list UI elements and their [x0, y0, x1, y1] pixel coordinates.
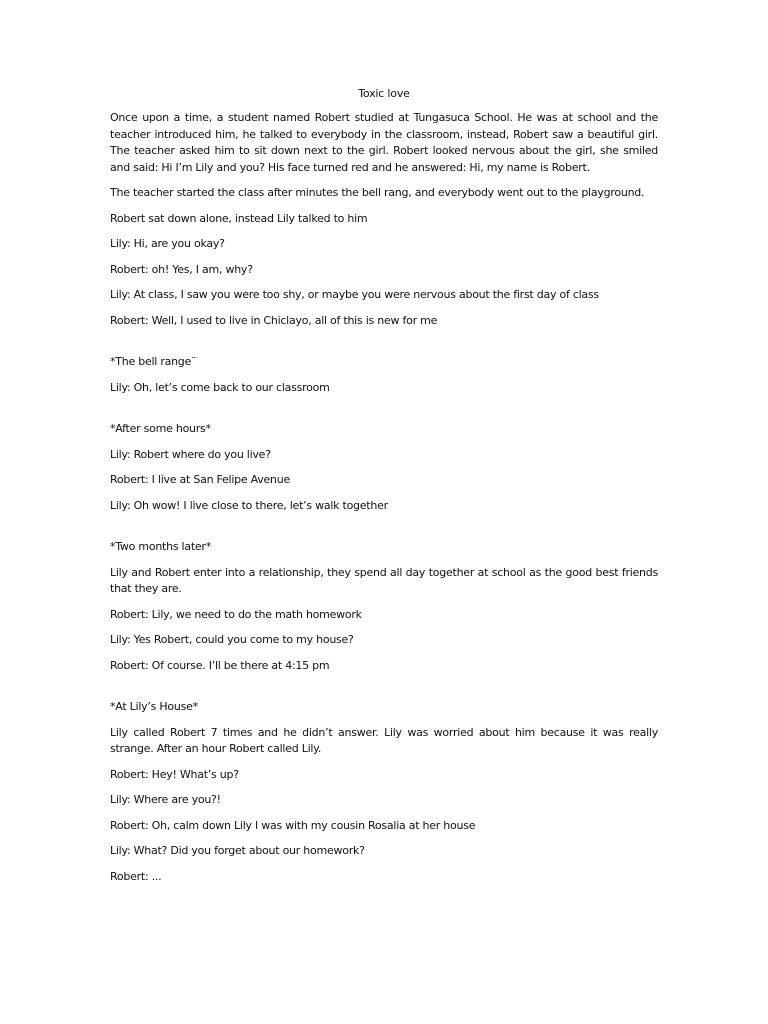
- spacer: [110, 405, 658, 421]
- dialogue-line: Lily: What? Did you forget about our homework?: [110, 844, 365, 857]
- document-body: [110, 110, 658, 894]
- dialogue-line: Robert: Of course. I’ll be there at 4:15 pm: [110, 658, 330, 672]
- dialogue-line: Lily: Oh wow! I live close to there, let’s walk together: [110, 498, 388, 512]
- paragraph: Lily called Robert 7 times and he didn’t answer. Lily was worried about him because it was really strange. After an hour Robert called Lily.: [110, 725, 658, 755]
- paragraph: The teacher started the class after minutes the bell rang, and everybody went out to the playground.: [110, 186, 645, 199]
- dialogue-line: Lily: Where are you?!: [110, 793, 221, 806]
- document-title: Toxic love: [358, 87, 410, 100]
- paragraph: Lily and Robert enter into a relationship, they spend all day together at school as the good best friends that they are.: [110, 565, 658, 595]
- scene-note: *Two months later*: [110, 540, 211, 553]
- dialogue-line: Robert: Hey! What’s up?: [110, 767, 239, 781]
- dialogue-line: Robert: I live at San Felipe Avenue: [110, 473, 291, 486]
- dialogue-line: Lily: Hi, are you okay?: [110, 237, 225, 250]
- dialogue-line: Robert: Well, I used to live in Chiclayo, all of this is new for me: [110, 313, 438, 327]
- scene-note: *At Lily’s House*: [110, 700, 198, 713]
- spacer: [110, 338, 658, 354]
- paragraph: Once upon a time, a student named Robert studied at Tungasuca School. He was at school and the teacher introduced him, he talked to everybody in the classroom, instead, Robert saw a beautiful girl. The teacher asked him to sit down next to the girl. Robert looked nervous about the girl, she smiled and said: Hi I’m Lily and you? His face turned red and he answered: Hi, my name is Robert.: [110, 111, 658, 174]
- paragraph: Robert sat down alone, instead Lily talked to him: [110, 211, 368, 225]
- dialogue-line: Robert: oh! Yes, I am, why?: [110, 262, 253, 276]
- spacer: [110, 683, 658, 699]
- dialogue-line: Lily: Yes Robert, could you come to my house?: [110, 633, 354, 646]
- dialogue-line: Robert: Oh, calm down Lily I was with my cousin Rosalia at her house: [110, 818, 476, 832]
- dialogue-line: Lily: At class, I saw you were too shy, or maybe you were nervous about the first day of class: [110, 288, 599, 301]
- scene-note: *The bell range¨: [110, 355, 197, 368]
- scene-note: *After some hours*: [110, 422, 211, 435]
- spacer: [110, 523, 658, 539]
- dialogue-line: Lily: Oh, let’s come back to our classroom: [110, 380, 330, 394]
- dialogue-line: Robert: Lily, we need to do the math homework: [110, 607, 362, 621]
- dialogue-line: Lily: Robert where do you live?: [110, 447, 271, 461]
- dialogue-line: Robert: ...: [110, 869, 162, 883]
